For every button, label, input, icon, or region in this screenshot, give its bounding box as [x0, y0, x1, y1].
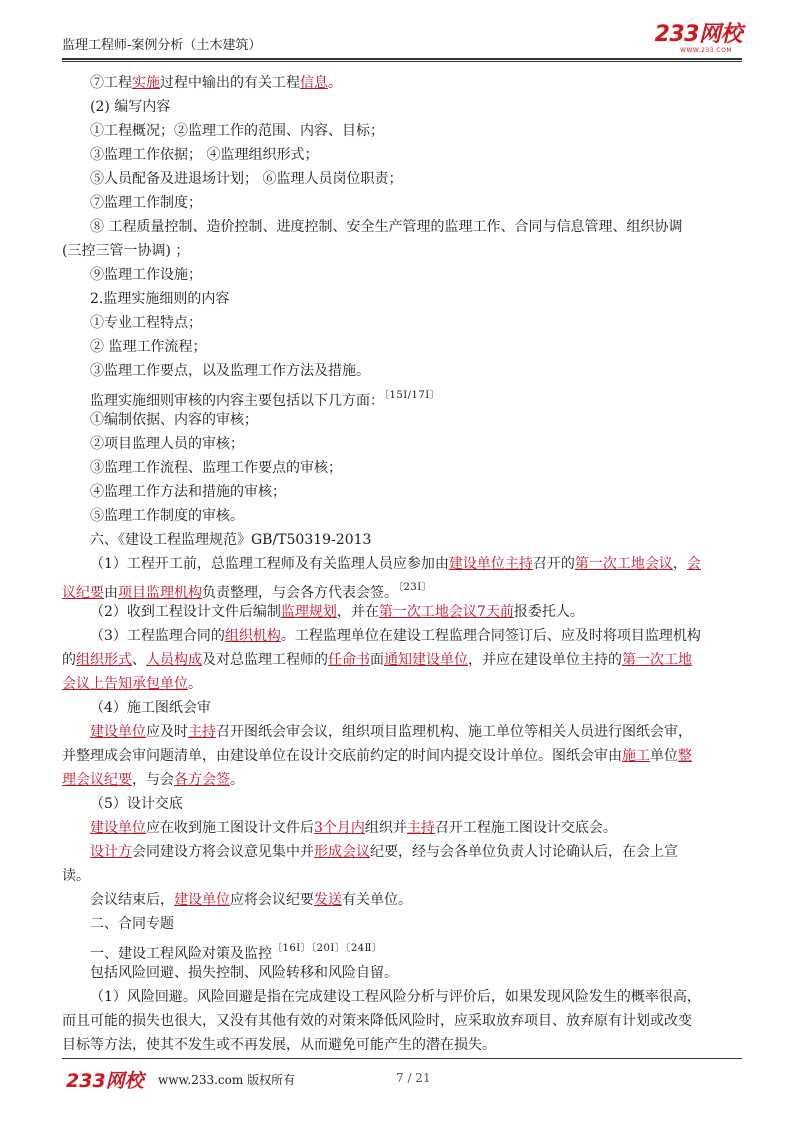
text-line: 而且可能的损失也很大，又没有其他有效的对策来降低风险时，应采取放弃项目、放弃原有计划或改变 — [62, 1013, 692, 1029]
exam-year-note: 〔23Ⅰ〕 — [398, 582, 433, 593]
section-heading: 六、《建设工程监理规范》GB/T50319-2013 — [90, 532, 372, 548]
text-line: （2）收到工程设计文件后编制监理规划，并在第一次工地会议7天前报委托人。 — [90, 604, 584, 620]
text-line: ⑤人员配备及进退场计划； ⑥监理人员岗位职责； — [90, 171, 403, 187]
text-line: ⑨监理工作设施； — [90, 267, 202, 283]
text-line: ④监理工作方法和措施的审核； — [90, 484, 286, 500]
text-line: ①专业工程特点； — [90, 315, 202, 331]
text-line: 包括风险回避、损失控制、风险转移和风险自留。 — [90, 965, 398, 981]
brand-logo-url: WWW.233.COM — [680, 47, 732, 54]
header-divider-thin — [62, 61, 742, 62]
text-line: （5）设计交底 — [90, 796, 183, 812]
section-heading: 一、建设工程风险对策及监控$^{〔16Ⅰ〕〔20Ⅰ〕〔24Ⅱ〕}$ — [90, 943, 383, 962]
text-line: 的组织形式、人员构成及对总监理工程师的任命书面通知建设单位，并应在建设单位主持的第一次工地 — [62, 652, 692, 668]
text-line: ⑦监理工作制度； — [90, 195, 202, 211]
text-line: 监理实施细则审核的内容主要包括以下几方面：$^{〔15Ⅰ/17Ⅰ〕}$ — [90, 390, 441, 409]
text-line: ③监理工作流程、监理工作要点的审核； — [90, 460, 342, 476]
text-line: ⑧ 工程质量控制、造价控制、进度控制、安全生产管理的监理工作、合同与信息管理、组织协调 — [90, 219, 683, 235]
exam-year-note: 〔16Ⅰ〕〔20Ⅰ〕〔24Ⅱ〕 — [272, 943, 383, 954]
text-line: 会议结束后，建设单位应将会议纪要发送有关单位。 — [90, 892, 412, 908]
brand-logo: 233网校 — [654, 22, 742, 47]
footer-copyright: www.233.com 版权所有 — [158, 1073, 296, 1087]
page-number: 7 / 21 — [396, 1071, 431, 1085]
text-line: 建设单位应在收到施工图设计文件后3个月内组织并主持召开工程施工图设计交底会。 — [90, 820, 617, 836]
text-line: 2.监理实施细则的内容 — [90, 291, 230, 307]
text-line: 建设单位应及时主持召开图纸会审会议，组织项目监理机构、施工单位等相关人员进行图纸会审， — [90, 724, 692, 740]
text-line: （3）工程监理合同的组织机构。工程监理单位在建设工程监理合同签订后、应及时将项目监理机构 — [90, 628, 701, 644]
text-line: ①编制依据、内容的审核； — [90, 412, 258, 428]
text-line: （1）工程开工前，总监理工程师及有关监理人员应参加由建设单位主持召开的第一次工地会议，会 — [90, 556, 701, 572]
text-line: 并整理成会审问题清单，由建设单位在设计交底前约定的时间内提交设计单位。图纸会审由施工单位整 — [62, 748, 692, 764]
text-line: 读。 — [62, 868, 90, 884]
text-line: ③监理工作要点，以及监理工作方法及措施。 — [90, 363, 370, 379]
section-heading: 二、合同专题 — [90, 916, 174, 932]
header-title: 监理工程师-案例分析（土木建筑） — [62, 38, 262, 53]
text-line: ⑤监理工作制度的审核。 — [90, 508, 244, 524]
page-header — [62, 24, 742, 56]
text-line: （4）施工图纸会审 — [90, 700, 211, 716]
text-line: (2) 编写内容 — [90, 99, 171, 115]
text-line: 设计方会同建设方将会议意见集中并形成会议纪要，经与会各单位负责人讨论确认后，在会上宣 — [90, 844, 678, 860]
text-line: ② 监理工作流程； — [90, 339, 207, 355]
text-line: 理会议纪要，与会各方会签。 — [62, 772, 244, 788]
footer-divider — [62, 1058, 742, 1059]
text-line: (三控三管一协调) ； — [62, 243, 190, 259]
text-line: ①工程概况；②监理工作的范围、内容、目标； — [90, 123, 384, 139]
exam-year-note: 〔15Ⅰ/17Ⅰ〕 — [384, 390, 441, 401]
text-line: ②项目监理人员的审核； — [90, 436, 244, 452]
text-line: （1）风险回避。风险回避是指在完成建设工程风险分析与评价后，如果发现风险发生的概率很高， — [90, 989, 701, 1005]
text-line: ③监理工作依据； ④监理组织形式； — [90, 147, 319, 163]
text-line: ⑦工程实施过程中输出的有关工程信息。 — [90, 75, 342, 91]
text-line: 目标等方法，使其不发生或不再发展，从而避免可能产生的潜在损失。 — [62, 1037, 496, 1053]
text-line: 议纪要由项目监理机构负责整理，与会各方代表会签。$^{〔23Ⅰ〕}$ — [62, 582, 433, 601]
text-line: 会议上告知承包单位。 — [62, 676, 202, 692]
header-divider — [62, 58, 742, 60]
footer-brand-logo: 233网校 — [66, 1070, 144, 1092]
